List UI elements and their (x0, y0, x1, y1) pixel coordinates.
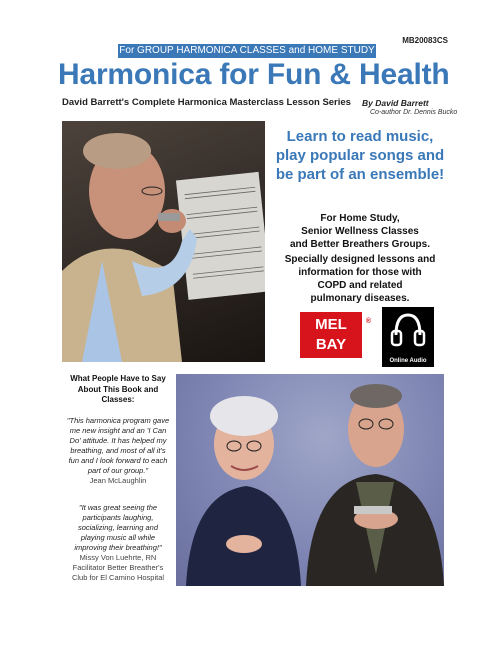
headphones-icon (382, 307, 434, 351)
testimonial-quote: "This harmonica program gave me new insight and an 'I Can Do' attitude. It has helped my breathing, and most of all it's fun and I look forward to each part of our group." (66, 416, 170, 475)
audience-line: and Better Breathers Groups. (289, 239, 431, 250)
author-credit: By David Barrett (362, 98, 429, 108)
copd-line: pulmonary diseases. (310, 293, 410, 304)
copd-line: COPD and related (317, 280, 403, 291)
headline: Learn to read music, play popular songs and be part of an ensemble! (275, 128, 445, 183)
testimonials-heading: What People Have to Say About This Book and Classes: (70, 374, 166, 404)
audience-line: For Home Study, (320, 213, 400, 224)
testimonial-credit: Missy Von Luehrte, RN Facilitator Better Breather's Club for El Camino Hospital (71, 553, 165, 582)
testimonial-quote: "It was great seeing the participants laughing, socializing, learning and playing music all while improving their breathing!" (74, 503, 162, 552)
online-audio-badge (382, 307, 434, 367)
registered-mark: ® (365, 318, 371, 325)
audience-line: Senior Wellness Classes (301, 226, 419, 237)
series-subtitle: David Barrett's Complete Harmonica Masterclass Lesson Series (62, 97, 351, 108)
harmonica-player-illustration (62, 121, 265, 362)
couple-with-harmonicas-photo (176, 374, 444, 586)
logo-line-2: BAY (315, 336, 347, 353)
couple-illustration (176, 374, 444, 586)
testimonial-credit: Jean McLaughlin (89, 476, 147, 485)
logo-line-1: MEL (315, 316, 347, 333)
harmonica-player-photo (62, 121, 265, 362)
testimonial (66, 416, 170, 486)
testimonial (66, 503, 170, 583)
mel-bay-logo (300, 312, 371, 358)
copd-line: information for those with (298, 267, 422, 278)
online-audio-label: Online Audio (389, 358, 427, 364)
copd-line: Specially designed lessons and (284, 254, 436, 265)
book-title: Harmonica for Fun & Health (58, 58, 450, 91)
audience-text (270, 212, 450, 251)
catalog-code: MB20083CS (402, 36, 448, 45)
top-banner: For GROUP HARMONICA CLASSES and HOME STUDY (119, 45, 375, 56)
copd-text (270, 253, 450, 305)
coauthor-credit: Co-author Dr. Dennis Bucko (370, 109, 458, 116)
